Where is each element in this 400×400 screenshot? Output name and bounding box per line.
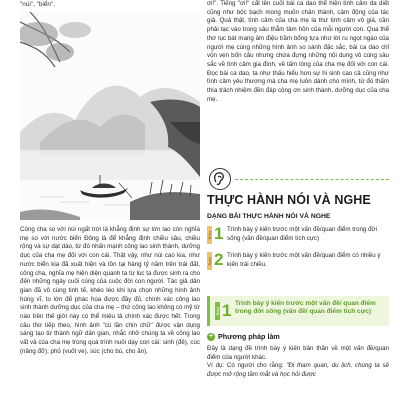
- method-body: [207, 345, 389, 380]
- left-column: [20, 0, 200, 400]
- kind-text: Trình bày ý kiến trước một vấn đề/quan điểm có nhiều ý kiến trái chiều.: [227, 252, 381, 268]
- ink-landscape-painting: [20, 12, 200, 220]
- method-paragraph: Đây là dạng đề trình bày ý kiến bản thân về một vấn đề/quan điểm của người khác.: [207, 345, 389, 361]
- highlight-number: 1: [222, 301, 232, 320]
- method-heading: [207, 332, 389, 343]
- kind-text: Trình bày ý kiến trước một vấn đề/quan điểm trong đời sống (vấn đề/quan điểm tích cực): [227, 226, 377, 242]
- highlight-bar: [207, 296, 210, 326]
- highlight-tag: Dạng: [215, 302, 220, 320]
- top-quote-text: "núi", "biển".: [20, 1, 56, 8]
- left-body-text: [20, 226, 200, 357]
- ear-icon: [209, 168, 231, 190]
- example-quote: "Đi tham quan, du lịch, chúng ta sẽ được mở rộng tầm mắt và học hỏi được: [207, 362, 389, 379]
- plus-icon: +: [208, 333, 214, 340]
- left-paragraph: Công cha so với núi ngất trời là khẳng định sự lớn lao cón nghĩa mẹ so với nước biển Đông là để khẳng định chiều sâu, chiều rộng và sự dạt dào, từ đó nhấn mạnh công lao sinh thành, dưỡng dục của cha mẹ đối với con cái. Thật vậy, như núi cao kia, như nước biển kia đã xuất hiện và tồn tại hàng tỷ năm trên trái đất, công cha, nghĩa mẹ hiện diện quanh ta từ lúc ta được sinh ra cho đến những ngày cuối cùng của cuộc đời con người. Tác giả dân gian đã vô cùng tinh tế, khéo léo khi lựa chọn những hình ảnh hùng vĩ, to lớn để phác họa được đầy đủ, chính xác công lao sinh thành dưỡng dục của cha mẹ – thứ công lao không có mỹ từ nào trên thế giới này có thể miêu tả chính xác được hết. Trong câu thơ tiếp theo, hình ảnh "cù lần chín chữ" được vận dụng sáng tạo từ thành ngữ dân gian, nhắc nhở chúng ta về công lao vất vả của cha mẹ trong quá trình nuôi dạy con cái: sinh (đẻ), cúc (nâng đỡ), phủ (vuốt ve), súc (cho bú, cho ăn),: [20, 226, 200, 355]
- kind-number: 1: [214, 224, 224, 243]
- kind-tag: Dạng: [207, 226, 212, 244]
- example-lead: Ví dụ: Có người cho rằng:: [207, 362, 287, 370]
- right-column: [207, 0, 389, 400]
- kind-item-1: [207, 224, 389, 248]
- highlight-text: Trình bày ý kiến trước một vấn đề/ quan điểm trong đời sống (vấn đề/ quan điểm tích cực): [235, 300, 376, 316]
- method-label: Phương pháp làm: [218, 332, 280, 341]
- section-divider: [235, 179, 389, 180]
- kind-number: 2: [214, 250, 224, 269]
- right-paragraph: ơi!". Tiếng "ơi!" cất lên cuối bài ca dao thể hiện tình cảm da diết cũng như bộc bạch mong muốn chân thành, cảm động của tác giả. Quả thật, tình cảm của cha mẹ là thứ tình cảm vô giá, cần phải tạc vào trong sâu thẳm tâm hồn của mỗi người con. Qua thể thơ lục bát mang âm điệu trầm bổng tựa như lời ru ngọt ngào của người mẹ cùng những hình ảnh so sánh đặc sắc, bài ca dao chỉ vỏn vẹn bốn câu nhưng chứa đựng những nội dung vô cùng sâu sắc về tình cảm gia đình, về tấm lòng của cha mẹ đối với con cái. Đọc bài ca dao, ta như thấu hiểu hơn sự hi sinh cao cả cũng như tình cảm yêu thương mà cha mẹ luôn dành cho mình, từ đó thấm thía trách nhiệm đền đáp công ơn sinh thành, dưỡng dục của cha mẹ.: [207, 0, 389, 103]
- section-header-row: [207, 168, 389, 190]
- section-title: THỰC HÀNH NÓI VÀ NGHE: [207, 193, 371, 207]
- highlight-box: [207, 296, 389, 326]
- kinds-heading: DẠNG BÀI THỰC HÀNH NÓI VÀ NGHE: [207, 213, 331, 220]
- example-paragraph: [207, 362, 389, 379]
- kind-tag: Dạng: [207, 252, 212, 270]
- kind-item-2: [207, 250, 389, 274]
